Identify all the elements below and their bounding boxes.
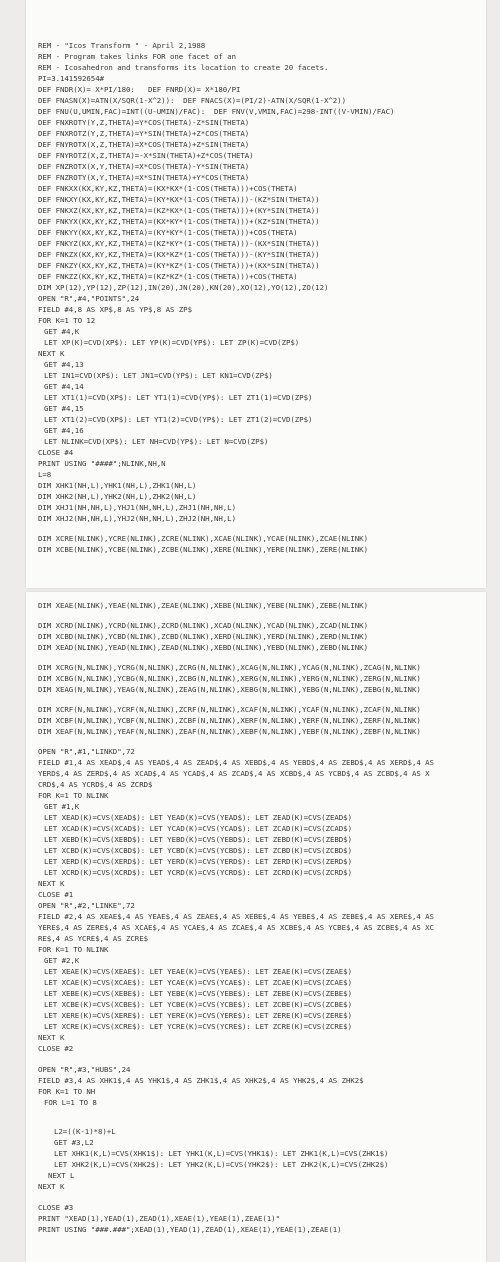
code-line: DIM XP(12),YP(12),ZP(12),IN(20),JN(20),KN(20),XO(12),YO(12),ZO(12) (38, 283, 329, 292)
code-line: LET NLINK=CVD(XP$): LET NH=CVD(YP$): LET N=CVD(ZP$) (44, 437, 269, 446)
code-line: LET XCBE(K)=CVS(XCBE$): LET YCBE(K)=CVS(YCBE$): LET ZCBE(K)=CVS(ZCBE$) (44, 1000, 352, 1009)
code-line: DIM XEAD(NLINK),YEAD(NLINK),ZEAD(NLINK),XEBD(NLINK),YEBD(NLINK),ZEBD(NLINK) (38, 643, 368, 652)
code-line: DEF FNZROTX(X,Y,THETA)=X*COS(THETA)-Y*SIN(THETA) (38, 162, 250, 171)
code-line: GET #4,13 (44, 360, 84, 369)
code-line: DEF FNKZY(KX,KY,KZ,THETA)=(KY*KZ*(1-COS(THETA)))+(KX*SIN(THETA)) (38, 261, 320, 270)
code-line: DEF FNKZX(KX,KY,KZ,THETA)=(KX*KZ*(1-COS(THETA)))-(KY*SIN(THETA)) (38, 250, 320, 259)
code-line: REM - Program takes links FOR one facet of an (38, 52, 236, 61)
code-line: GET #4,14 (44, 382, 84, 391)
code-line: DIM XHJ1(NH,NH,L),YHJ1(NH,NH,L),ZHJ1(NH,NH,L) (38, 503, 236, 512)
code-line: CLOSE #1 (38, 890, 74, 899)
code-listing-page-1 (26, 0, 486, 588)
code-line: DIM XCBD(NLINK),YCBD(NLINK),ZCBD(NLINK),XERD(NLINK),YERD(NLINK),ZERD(NLINK) (38, 632, 368, 641)
code-line: LET XCRE(K)=CVS(XCRE$): LET YCRE(K)=CVS(YCRE$): LET ZCRE(K)=CVS(ZCRE$) (44, 1022, 352, 1031)
code-line: REM - "Icos Transform " - April 2,1988 (38, 41, 206, 50)
code-line: GET #4,K (44, 327, 80, 336)
code-line: DEF FNKXX(KX,KY,KZ,THETA)=(KX*KX*(1-COS(THETA)))+COS(THETA) (38, 184, 298, 193)
code-line: OPEN "R",#2,"LINKE",72 (38, 901, 135, 910)
code-line: CLOSE #4 (38, 448, 74, 457)
code-line: YERD$,4 AS ZERD$,4 AS XCAD$,4 AS YCAD$,4 AS ZCAD$,4 AS XCBD$,4 AS YCBD$,4 AS ZCBD$,4 AS X (38, 769, 430, 778)
code-line: LET XERD(K)=CVS(XERD$): LET YERD(K)=CVS(YERD$): LET ZERD(K)=CVS(ZERD$) (44, 857, 352, 866)
code-line: DEF FNKZZ(KX,KY,KZ,THETA)=(KZ*KZ*(1-COS(THETA)))+COS(THETA) (38, 272, 298, 281)
code-line: DIM XCBG(N,NLINK),YCBG(N,NLINK),ZCBG(N,NLINK),XERG(N,NLINK),YERG(N,NLINK),ZERG(N,NLINK) (38, 674, 421, 683)
code-line: OPEN "R",#1,"LINKD",72 (38, 747, 135, 756)
code-line: OPEN "R",#4,"POINTS",24 (38, 294, 140, 303)
code-line: FIELD #1,4 AS XEAD$,4 AS YEAD$,4 AS ZEAD$,4 AS XEBD$,4 AS YEBD$,4 AS ZEBD$,4 AS XERD$,4 AS (38, 758, 434, 767)
code-line: DIM XEAF(N,NLINK),YEAF(N,NLINK),ZEAF(N,NLINK),XEBF(N,NLINK),YEBF(N,NLINK),ZEBF(N,NLINK) (38, 727, 421, 736)
code-line: LET XEBE(K)=CVS(XEBE$): LET YEBE(K)=CVS(YEBE$): LET ZEBE(K)=CVS(ZEBE$) (44, 989, 352, 998)
code-line: DIM XCBE(NLINK),YCBE(NLINK),ZCBE(NLINK),XERE(NLINK),YERE(NLINK),ZERE(NLINK) (38, 545, 368, 554)
code-line: DIM XCRF(N,NLINK),YCRF(N,NLINK),ZCRF(N,NLINK),XCAF(N,NLINK),YCAF(N,NLINK),ZCAF(N,NLINK) (38, 705, 421, 714)
code-line: DIM XHK2(NH,L),YHK2(NH,L),ZHK2(NH,L) (38, 492, 197, 501)
code-line: RE$,4 AS YCRE$,4 AS ZCRE$ (38, 934, 148, 943)
code-line: LET XEAD(K)=CVS(XEAD$): LET YEAD(K)=CVS(YEAD$): LET ZEAD(K)=CVS(ZEAD$) (44, 813, 352, 822)
code-line: FIELD #4,8 AS XP$,8 AS YP$,8 AS ZP$ (38, 305, 192, 314)
code-line: DIM XEAE(NLINK),YEAE(NLINK),ZEAE(NLINK),XEBE(NLINK),YEBE(NLINK),ZEBE(NLINK) (38, 601, 368, 610)
code-line: FOR L=1 TO 8 (44, 1098, 97, 1107)
code-line: LET XCAE(K)=CVS(XCAE$): LET YCAE(K)=CVS(YCAE$): LET ZCAE(K)=CVS(ZCAE$) (44, 978, 352, 987)
code-line: LET XT1(1)=CVD(XP$): LET YT1(1)=CVD(YP$): LET ZT1(1)=CVD(ZP$) (44, 393, 313, 402)
code-line: CLOSE #2 (38, 1044, 74, 1053)
code-line: FOR K=1 TO NH (38, 1087, 96, 1096)
code-line: GET #1,K (44, 802, 80, 811)
code-line: PI=3.141592654# (38, 74, 104, 83)
code-line: FOR K=1 TO 12 (38, 316, 96, 325)
code-line: PRINT USING "###.###";XEAD(1),YEAD(1),ZEAD(1),XEAE(1),YEAE(1),ZEAE(1) (38, 1225, 342, 1234)
printout-page-2 (26, 592, 486, 1262)
code-line: DEF FNKXY(KX,KY,KZ,THETA)=(KY*KX*(1-COS(THETA)))-(KZ*SIN(THETA)) (38, 195, 320, 204)
code-line: NEXT L (48, 1171, 75, 1180)
code-line: DEF FNKYY(KX,KY,KZ,THETA)=(KY*KY*(1-COS(THETA)))+COS(THETA) (38, 228, 298, 237)
code-line: LET XHK1(K,L)=CVS(XHK1$): LET YHK1(K,L)=CVS(YHK1$): LET ZHK1(K,L)=CVS(ZHK1$) (54, 1149, 389, 1158)
code-line: DEF FNKXZ(KX,KY,KZ,THETA)=(KZ*KX*(1-COS(THETA)))+(KY*SIN(THETA)) (38, 206, 320, 215)
code-line: DIM XCRE(NLINK),YCRE(NLINK),ZCRE(NLINK),XCAE(NLINK),YCAE(NLINK),ZCAE(NLINK) (38, 534, 368, 543)
code-line: DEF FNXROTY(Y,Z,THETA)=Y*COS(THETA)-Z*SIN(THETA) (38, 118, 250, 127)
code-line: FIELD #2,4 AS XEAE$,4 AS YEAE$,4 AS ZEAE$,4 AS XEBE$,4 AS YEBE$,4 AS ZEBE$,4 AS XERE$,4 AS (38, 912, 434, 921)
code-line: FOR K=1 TO NLINK (38, 791, 109, 800)
code-line: LET XP(K)=CVD(XP$): LET YP(K)=CVD(YP$): LET ZP(K)=CVD(ZP$) (44, 338, 300, 347)
code-line: LET XHK2(K,L)=CVS(XHK2$): LET YHK2(K,L)=CVS(YHK2$): LET ZHK2(K,L)=CVS(ZHK2$) (54, 1160, 389, 1169)
code-line: NEXT K (38, 879, 65, 888)
code-line: DEF FNU(U,UMIN,FAC)=INT((U-UMIN)/FAC): DEF FNV(V,VMIN,FAC)=298-INT((V-VMIN)/FAC) (38, 107, 395, 116)
code-line: GET #4,16 (44, 426, 84, 435)
code-line: LET XCAD(K)=CVS(XCAD$): LET YCAD(K)=CVS(YCAD$): LET ZCAD(K)=CVS(ZCAD$) (44, 824, 352, 833)
code-line: DEF FNXROTZ(Y,Z,THETA)=Y*SIN(THETA)+Z*COS(THETA) (38, 129, 250, 138)
code-line: DEF FNZROTY(X,Y,THETA)=X*SIN(THETA)+Y*COS(THETA) (38, 173, 250, 182)
code-line: OPEN "R",#3,"HUBS",24 (38, 1065, 131, 1074)
code-line: DIM XHK1(NH,L),YHK1(NH,L),ZHK1(NH,L) (38, 481, 197, 490)
printout-page-1 (26, 0, 486, 588)
code-line: DEF FNASN(X)=ATN(X/SQR(1-X^2)): DEF FNACS(X)=(PI/2)-ATN(X/SQR(1-X^2)) (38, 96, 346, 105)
code-line: NEXT K (38, 1033, 65, 1042)
code-line: LET XEBD(K)=CVS(XEBD$): LET YEBD(K)=CVS(YEBD$): LET ZEBD(K)=CVS(ZEBD$) (44, 835, 352, 844)
code-line: REM - Icosahedron and transforms its location to create 20 facets. (38, 63, 329, 72)
code-line: LET XCBD(K)=CVS(XCBD$): LET YCBD(K)=CVS(YCBD$): LET ZCBD(K)=CVS(ZCBD$) (44, 846, 352, 855)
code-line: L2=((K-1)*8)+L (54, 1127, 116, 1136)
code-line: DIM XCRD(NLINK),YCRD(NLINK),ZCRD(NLINK),XCAD(NLINK),YCAD(NLINK),ZCAD(NLINK) (38, 621, 368, 630)
code-line: DEF FNDR(X)= X*PI/180: DEF FNRD(X)= X*180/PI (38, 85, 241, 94)
code-line: DEF FNYROTZ(X,Z,THETA)=-X*SIN(THETA)+Z*COS(THETA) (38, 151, 254, 160)
code-line: LET XEAE(K)=CVS(XEAE$): LET YEAE(K)=CVS(YEAE$): LET ZEAE(K)=CVS(ZEAE$) (44, 967, 352, 976)
code-line: FOR K=1 TO NLINK (38, 945, 109, 954)
code-line: CRD$,4 AS YCRD$,4 AS ZCRD$ (38, 780, 153, 789)
code-line: FIELD #3,4 AS XHK1$,4 AS YHK1$,4 AS ZHK1$,4 AS XHK2$,4 AS YHK2$,4 AS ZHK2$ (38, 1076, 364, 1085)
code-listing-page-2 (26, 592, 486, 1262)
code-line: GET #2,K (44, 956, 80, 965)
code-line: PRINT "XEAD(1),YEAD(1),ZEAD(1),XEAE(1),YEAE(1),ZEAE(1)" (38, 1214, 280, 1223)
code-line: CLOSE #3 (38, 1203, 74, 1212)
code-line: DIM XCBF(N,NLINK),YCBF(N,NLINK),ZCBF(N,NLINK),XERF(N,NLINK),YERF(N,NLINK),ZERF(N,NLINK) (38, 716, 421, 725)
code-line: DEF FNKYX(KX,KY,KZ,THETA)=(KX*KY*(1-COS(THETA)))+(KZ*SIN(THETA)) (38, 217, 320, 226)
code-line: DIM XHJ2(NH,NH,L),YHJ2(NH,NH,L),ZHJ2(NH,NH,L) (38, 514, 236, 523)
code-line: L=8 (38, 470, 52, 479)
code-line: NEXT K (38, 349, 65, 358)
code-line: LET XT1(2)=CVD(XP$): LET YT1(2)=CVD(YP$): LET ZT1(2)=CVD(ZP$) (44, 415, 313, 424)
code-line: LET XERE(K)=CVS(XERE$): LET YERE(K)=CVS(YERE$): LET ZERE(K)=CVS(ZERE$) (44, 1011, 352, 1020)
code-line: DEF FNYROTX(X,Z,THETA)=X*COS(THETA)+Z*SIN(THETA) (38, 140, 250, 149)
code-line: DIM XEAG(N,NLINK),YEAG(N,NLINK),ZEAG(N,NLINK),XEBG(N,NLINK),YEBG(N,NLINK),ZEBG(N,NLINK) (38, 685, 421, 694)
code-line: GET #3,L2 (54, 1138, 94, 1147)
code-line: DEF FNKYZ(KX,KY,KZ,THETA)=(KZ*KY*(1-COS(THETA)))-(KX*SIN(THETA)) (38, 239, 320, 248)
code-line: LET IN1=CVD(XP$): LET JN1=CVD(YP$): LET KN1=CVD(ZP$) (44, 371, 273, 380)
code-line: PRINT USING "####";NLINK,NH,N (38, 459, 166, 468)
code-line: YERE$,4 AS ZERE$,4 AS XCAE$,4 AS YCAE$,4 AS ZCAE$,4 AS XCBE$,4 AS YCBE$,4 AS ZCBE$,4 AS XC (38, 923, 434, 932)
code-line: GET #4,15 (44, 404, 84, 413)
code-line: NEXT K (38, 1182, 65, 1191)
code-line: LET XCRD(K)=CVS(XCRD$): LET YCRD(K)=CVS(YCRD$): LET ZCRD(K)=CVS(ZCRD$) (44, 868, 352, 877)
code-line: DIM XCRG(N,NLINK),YCRG(N,NLINK),ZCRG(N,NLINK),XCAG(N,NLINK),YCAG(N,NLINK),ZCAG(N,NLINK) (38, 663, 421, 672)
